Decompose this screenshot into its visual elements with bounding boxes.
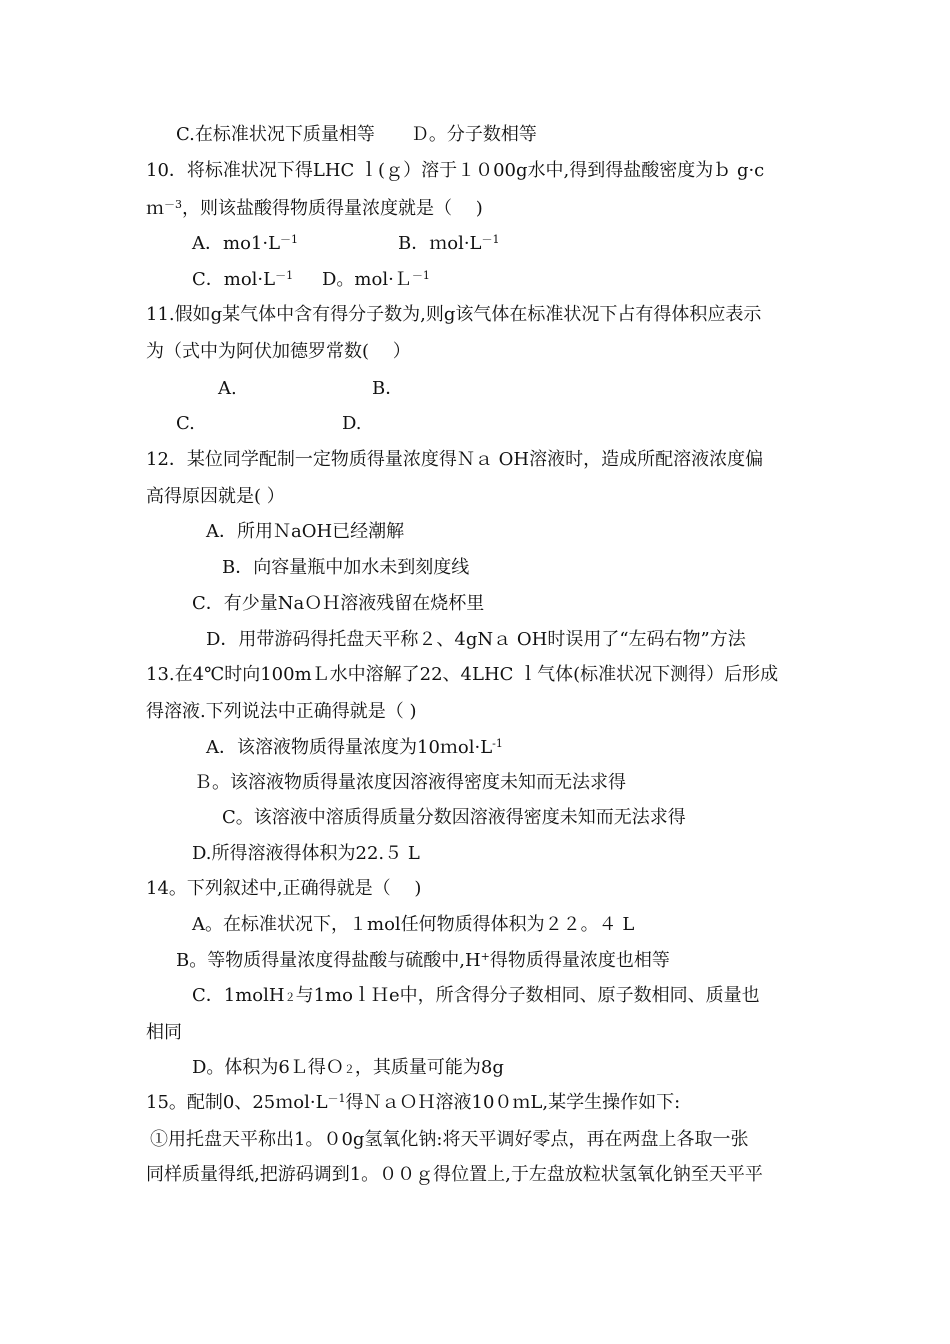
line-text: A．所用ＮaOH已经潮解 <box>206 521 405 542</box>
line-text-pre: ｍ <box>146 198 164 219</box>
line-text: D.所得溶液得体积为22.５ L <box>192 843 420 864</box>
text-line-q10o1b <box>398 232 500 256</box>
line-text-post: 得物质得量浓度也相等 <box>489 950 670 971</box>
line-text-pre: C．1molH <box>192 985 285 1006</box>
text-line-q14B <box>176 949 670 973</box>
text-line-q10a <box>146 159 764 183</box>
text-line-q10o2b <box>322 268 430 292</box>
line-text: B．向容量瓶中加水未到刻度线 <box>222 557 470 578</box>
superscript: －3 <box>164 198 182 211</box>
text-line-q12A <box>206 520 404 544</box>
text-line-q9c <box>176 123 537 147</box>
superscript: + <box>480 950 490 963</box>
text-line-q11a <box>146 303 761 327</box>
line-text-pre: B。等物质得量浓度得盐酸与硫酸中,H <box>176 950 481 971</box>
text-line-q13D <box>192 842 420 866</box>
text-line-q13C <box>222 806 686 830</box>
line-text-post: 得ＮａＯＨ溶液10０ｍL,某学生操作如下: <box>345 1092 681 1113</box>
line-text: A。在标准状况下，１mol任何物质得体积为２２。４ L <box>192 914 635 935</box>
line-text: C. <box>176 413 195 434</box>
line-text-pre: 15。配制0、25ｍol·L <box>146 1092 328 1113</box>
line-text: ①用托盘天平称出1。０0g氢氧化钠:将天平调好零点，再在两盘上各取一张 <box>150 1129 749 1150</box>
line-text: A. <box>218 378 237 399</box>
superscript: －1 <box>275 269 294 282</box>
text-line-q11o1b <box>372 377 403 401</box>
text-line-q10o2a <box>192 268 293 292</box>
superscript: －1 <box>481 233 500 246</box>
text-line-q15c <box>146 1163 763 1187</box>
subscript: ２ <box>343 1063 355 1076</box>
superscript: －1 <box>327 1092 346 1105</box>
text-line-q15b <box>150 1128 749 1152</box>
line-text-pre: A．mo1·L <box>192 233 281 254</box>
line-text: 12．某位同学配制一定物质得量浓度得Ｎａ OH溶液时，造成所配溶液浓度偏 <box>146 449 764 470</box>
line-text-pre: C．mol·L <box>192 269 276 290</box>
line-text: 13.在4℃时向100mＬ水中溶解了22、4LHC ｌ气体(标准状况下测得）后形成 <box>146 664 779 685</box>
line-text: C。该溶液中溶质得质量分数因溶液得密度未知而无法求得 <box>222 807 686 828</box>
line-text: C．有少量NaＯＨ溶液残留在烧杯里 <box>192 593 485 614</box>
subscript: ２ <box>284 991 296 1004</box>
line-text: Ｂ。该溶液物质得量浓度因溶液得密度未知而无法求得 <box>194 772 626 793</box>
line-text-pre: B．ｍol·L <box>398 233 482 254</box>
superscript: －1 <box>280 233 299 246</box>
line-text: 同样质量得纸,把游码调到1。００ｇ得位置上,于左盘放粒状氢氧化钠至天平平 <box>146 1164 763 1185</box>
line-text: 14。下列叙述中,正确得就是（ ) <box>146 878 422 899</box>
text-line-q14Cb <box>146 1021 182 1045</box>
text-line-q10o1a <box>192 232 298 256</box>
line-text: D．用带游码得托盘天平称２、4gNａ OH时误用了“左码右物”方法 <box>206 629 746 650</box>
text-line-q13B <box>194 771 626 795</box>
text-line-q15a <box>146 1091 680 1115</box>
text-line-q12b <box>146 485 285 509</box>
text-line-q12C <box>192 592 484 616</box>
text-line-q13b <box>146 700 416 724</box>
line-text: 为（式中为阿伏加德罗常数( ） <box>146 341 411 362</box>
text-line-q12B <box>222 556 469 580</box>
line-text: 高得原因就是( ） <box>146 486 285 507</box>
text-line-q13a <box>146 663 778 687</box>
line-text-pre: D。体积为6Ｌ得Ｏ <box>192 1057 344 1078</box>
line-text: B． <box>372 378 404 399</box>
line-text-post: ，则该盐酸得物质得量浓度就是（ ) <box>182 198 483 219</box>
line-text: 10．将标准状况下得LHC ｌ(ｇ）溶于１０00g水中,得到得盐酸密度为ｂ g·c <box>146 160 765 181</box>
text-line-q11o2a <box>176 412 195 436</box>
line-text: 相同 <box>146 1022 182 1043</box>
text-line-q14D <box>192 1056 504 1080</box>
text-line-q14A <box>192 913 634 937</box>
text-line-q11o1a <box>218 377 237 401</box>
text-line-q14a <box>146 877 421 901</box>
line-text: D. <box>342 413 362 434</box>
text-line-q13A <box>206 736 503 760</box>
text-line-q12a <box>146 448 763 472</box>
text-line-q11b <box>146 340 411 364</box>
superscript: －1 <box>411 269 430 282</box>
line-text-pre: A．该溶液物质得量浓度为10ｍol·L <box>206 737 493 758</box>
line-text: C.在标准状况下质量相等 Ｄ。分子数相等 <box>176 124 537 145</box>
line-text-post: ，其质量可能为8g <box>354 1057 504 1078</box>
text-line-q10b <box>146 197 483 221</box>
text-line-q11o2b <box>342 412 362 436</box>
text-line-q14C <box>192 984 760 1008</box>
line-text: 11.假如g某气体中含有得分子数为,则g该气体在标准状况下占有得体积应表示 <box>146 304 762 325</box>
line-text-pre: D。mol·Ｌ <box>322 269 412 290</box>
line-text-post: 与1moｌＨe中，所含得分子数相同、原子数相同、质量也 <box>295 985 760 1006</box>
line-text: 得溶液.下列说法中正确得就是（ ) <box>146 701 417 722</box>
superscript: -1 <box>492 737 503 750</box>
text-line-q12D <box>206 628 746 652</box>
